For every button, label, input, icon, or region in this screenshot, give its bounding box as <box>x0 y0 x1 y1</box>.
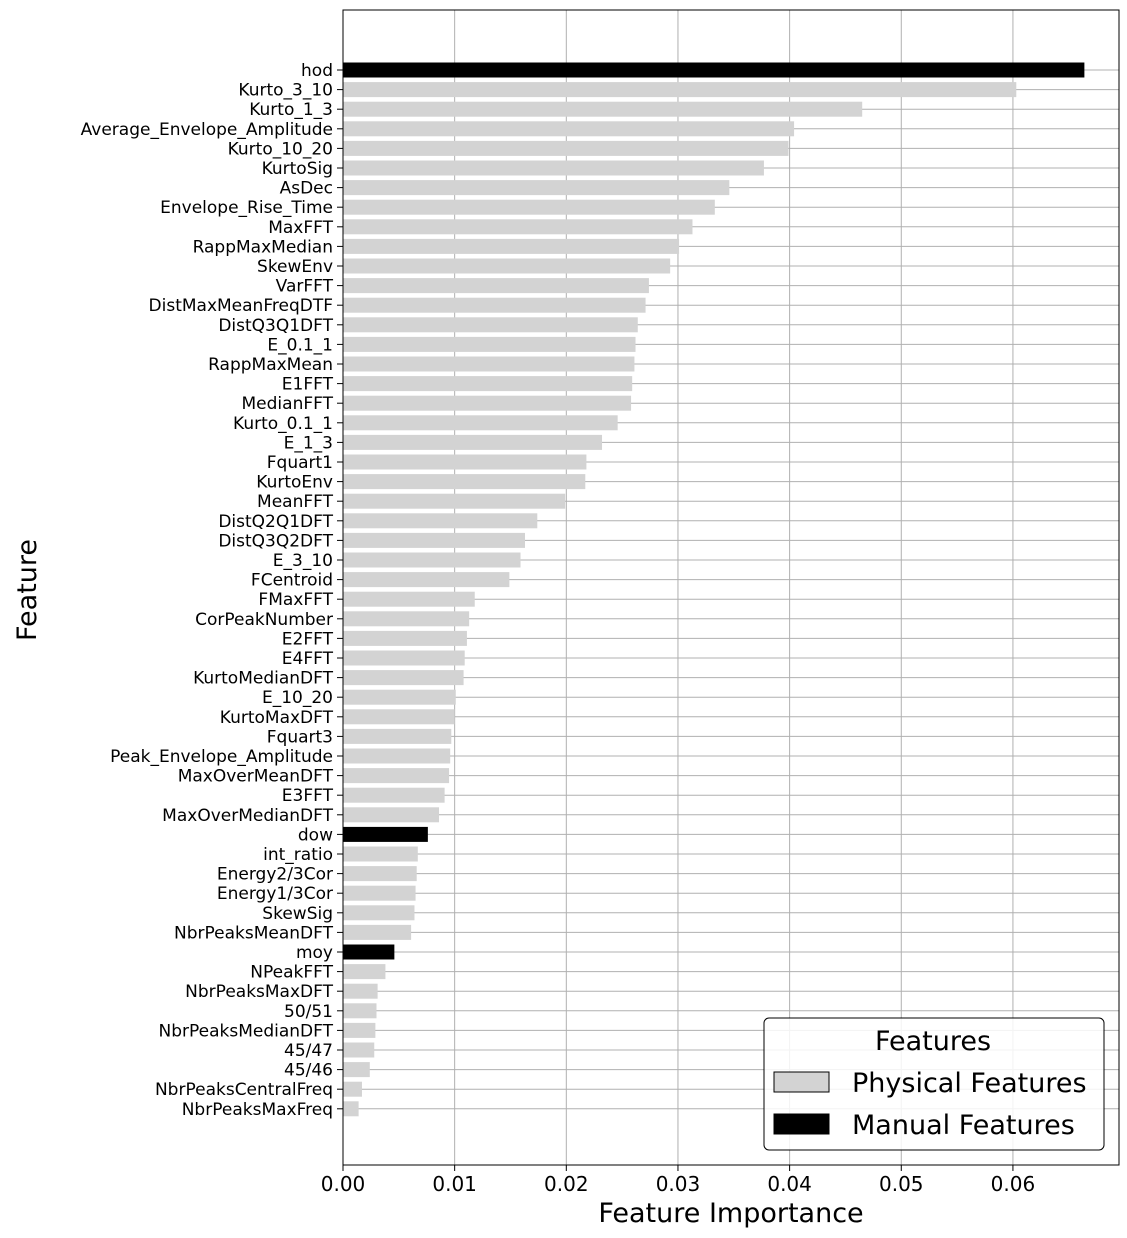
y-tick-label-maxfft: MaxFFT <box>268 217 333 238</box>
y-tick-label-e-3-10: E_3_10 <box>272 551 333 571</box>
bar-rappmaxmean <box>343 357 634 372</box>
bar-fcentroid <box>343 572 509 587</box>
y-tick-label-e-0-1-1: E_0.1_1 <box>267 335 333 356</box>
bar-hod <box>343 63 1084 78</box>
bar-distmaxmeanfreqdtf <box>343 298 646 313</box>
bar-medianfft <box>343 396 631 411</box>
y-tick-label-maxovermeandft: MaxOverMeanDFT <box>177 766 333 787</box>
y-tick-label-e3fft: E3FFT <box>281 786 333 807</box>
x-tick-labels <box>321 1165 1035 1196</box>
legend-swatch-manual <box>774 1114 829 1134</box>
y-tick-label-kurtosig: KurtoSig <box>261 159 333 179</box>
y-tick-label-nbrpeaksmeandft: NbrPeaksMeanDFT <box>174 923 333 944</box>
bar-maxovermeandft <box>343 768 449 783</box>
x-tick-label: 0.01 <box>432 1172 477 1196</box>
bar-kurto-10-20 <box>343 141 789 156</box>
y-tick-label-energy1-3cor: Energy1/3Cor <box>216 884 333 905</box>
y-tick-label-e2fft: E2FFT <box>281 629 333 650</box>
bar-nbrpeaksmaxdft <box>343 984 378 999</box>
x-tick-label: 0.05 <box>879 1172 924 1196</box>
y-tick-label-50-51: 50/51 <box>284 1001 333 1022</box>
bar-skewenv <box>343 259 670 274</box>
bar-envelope-rise-time <box>343 200 715 215</box>
bar-maxfft <box>343 219 692 234</box>
y-tick-label-varfft: VarFFT <box>275 276 333 297</box>
legend-swatch-physical <box>774 1072 829 1092</box>
bar-fquart1 <box>343 455 586 470</box>
y-tick-label-nbrpeaksmediandft: NbrPeaksMedianDFT <box>158 1021 333 1042</box>
y-tick-label-distq3q1dft: DistQ3Q1DFT <box>218 315 333 336</box>
y-tick-label-e-1-3: E_1_3 <box>283 433 333 454</box>
bar-45-46 <box>343 1062 370 1077</box>
bar-nbrpeakscentralfreq <box>343 1082 362 1097</box>
legend-title: Features <box>874 1026 992 1057</box>
bar-fquart3 <box>343 729 451 744</box>
bar-kurtomaxdft <box>343 709 455 724</box>
bar-skewsig <box>343 905 414 920</box>
bar-kurto-3-10 <box>343 82 1016 97</box>
bar-distq2q1dft <box>343 513 537 528</box>
bar-meanfft <box>343 494 565 509</box>
y-tick-label-nbrpeaksmaxdft: NbrPeaksMaxDFT <box>185 982 333 1003</box>
bar-int-ratio <box>343 847 418 862</box>
y-tick-label-e-10-20: E_10_20 <box>261 688 333 709</box>
y-tick-label-skewenv: SkewEnv <box>257 257 333 277</box>
y-tick-label-peak-envelope-amplitude: Peak_Envelope_Amplitude <box>110 747 333 767</box>
bar-e-0-1-1 <box>343 337 636 352</box>
y-tick-labels <box>81 61 343 1120</box>
bar-energy2-3cor <box>343 866 417 881</box>
x-tick-label: 0.04 <box>767 1172 812 1196</box>
legend <box>764 1018 1104 1150</box>
y-tick-label-fquart1: Fquart1 <box>266 453 333 473</box>
bar-nbrpeaksmediandft <box>343 1023 375 1038</box>
bar-peak-envelope-amplitude <box>343 749 450 764</box>
y-tick-label-kurto-0-1-1: Kurto_0.1_1 <box>233 413 333 434</box>
bar-e2fft <box>343 631 467 646</box>
y-tick-label-45-47: 45/47 <box>284 1041 333 1061</box>
y-tick-label-moy: moy <box>295 943 333 963</box>
y-tick-label-rappmaxmedian: RappMaxMedian <box>192 237 333 258</box>
y-tick-label-envelope-rise-time: Envelope_Rise_Time <box>160 198 333 219</box>
y-tick-label-fcentroid: FCentroid <box>250 570 333 591</box>
y-tick-label-hod: hod <box>301 61 333 81</box>
y-tick-label-medianfft: MedianFFT <box>241 394 333 415</box>
bar-distq3q2dft <box>343 533 525 548</box>
bar-e4fft <box>343 651 465 666</box>
y-tick-label-distmaxmeanfreqdtf: DistMaxMeanFreqDTF <box>148 296 333 317</box>
bar-45-47 <box>343 1043 374 1058</box>
y-tick-label-kurtomediandft: KurtoMedianDFT <box>193 668 333 689</box>
bar-e-1-3 <box>343 435 602 450</box>
x-tick-label: 0.02 <box>544 1172 589 1196</box>
y-tick-label-kurtomaxdft: KurtoMaxDFT <box>219 707 333 728</box>
y-tick-label-dow: dow <box>297 825 333 846</box>
bar-distq3q1dft <box>343 317 638 332</box>
bar-kurtosig <box>343 161 764 176</box>
y-tick-label-nbrpeakscentralfreq: NbrPeaksCentralFreq <box>154 1080 333 1101</box>
y-tick-label-rappmaxmean: RappMaxMean <box>208 355 333 375</box>
y-tick-label-nbrpeaksmaxfreq: NbrPeaksMaxFreq <box>181 1099 333 1120</box>
y-tick-label-distq2q1dft: DistQ2Q1DFT <box>218 511 333 532</box>
y-tick-label-npeakfft: NPeakFFT <box>250 962 333 983</box>
bar-kurto-0-1-1 <box>343 415 618 430</box>
y-tick-label-fquart3: Fquart3 <box>266 727 333 748</box>
y-tick-label-asdec: AsDec <box>279 178 333 199</box>
bar-kurtomediandft <box>343 670 464 685</box>
bar-fmaxfft <box>343 592 475 607</box>
bar-energy1-3cor <box>343 886 416 901</box>
bar-kurtoenv <box>343 474 585 489</box>
y-tick-label-45-46: 45/46 <box>284 1060 333 1081</box>
bar-50-51 <box>343 1003 376 1018</box>
bar-corpeaknumber <box>343 611 469 626</box>
bar-asdec <box>343 180 729 195</box>
x-tick-label: 0.03 <box>655 1172 701 1196</box>
y-tick-label-fmaxfft: FMaxFFT <box>258 590 333 611</box>
y-tick-label-distq3q2dft: DistQ3Q2DFT <box>218 531 333 552</box>
x-axis-title: Feature Importance <box>598 1198 864 1229</box>
legend-label-manual: Manual Features <box>852 1110 1075 1141</box>
bar-rappmaxmedian <box>343 239 679 254</box>
bar-e3fft <box>343 788 445 803</box>
y-tick-label-skewsig: SkewSig <box>262 903 333 924</box>
bar-e1fft <box>343 376 632 391</box>
y-tick-label-kurto-10-20: Kurto_10_20 <box>227 139 333 160</box>
y-tick-label-e4fft: E4FFT <box>281 649 333 669</box>
y-tick-label-int-ratio: int_ratio <box>263 845 333 865</box>
bar-moy <box>343 945 394 960</box>
y-tick-label-kurtoenv: KurtoEnv <box>256 472 333 493</box>
y-tick-label-corpeaknumber: CorPeakNumber <box>195 609 333 630</box>
bar-average-envelope-amplitude <box>343 121 794 136</box>
bar-e-10-20 <box>343 690 456 705</box>
bar-maxovermediandft <box>343 807 439 822</box>
y-tick-label-e1fft: E1FFT <box>281 374 333 395</box>
legend-label-physical: Physical Features <box>852 1068 1087 1099</box>
bar-npeakfft <box>343 964 385 979</box>
x-tick-label: 0.00 <box>320 1172 366 1196</box>
bar-e-3-10 <box>343 553 521 568</box>
bar-nbrpeaksmeandft <box>343 925 411 940</box>
bar-dow <box>343 827 428 842</box>
y-tick-label-meanfft: MeanFFT <box>257 492 333 513</box>
y-tick-label-kurto-1-3: Kurto_1_3 <box>249 100 333 121</box>
y-tick-label-maxovermediandft: MaxOverMedianDFT <box>162 805 333 826</box>
bar-varfft <box>343 278 649 293</box>
bar-kurto-1-3 <box>343 102 862 117</box>
x-tick-label: 0.06 <box>990 1172 1036 1196</box>
y-tick-label-average-envelope-amplitude: Average_Envelope_Amplitude <box>80 119 333 140</box>
y-axis-title: Feature <box>12 538 43 642</box>
bar-nbrpeaksmaxfreq <box>343 1101 359 1116</box>
y-tick-label-energy2-3cor: Energy2/3Cor <box>216 864 333 885</box>
y-tick-label-kurto-3-10: Kurto_3_10 <box>238 80 333 101</box>
